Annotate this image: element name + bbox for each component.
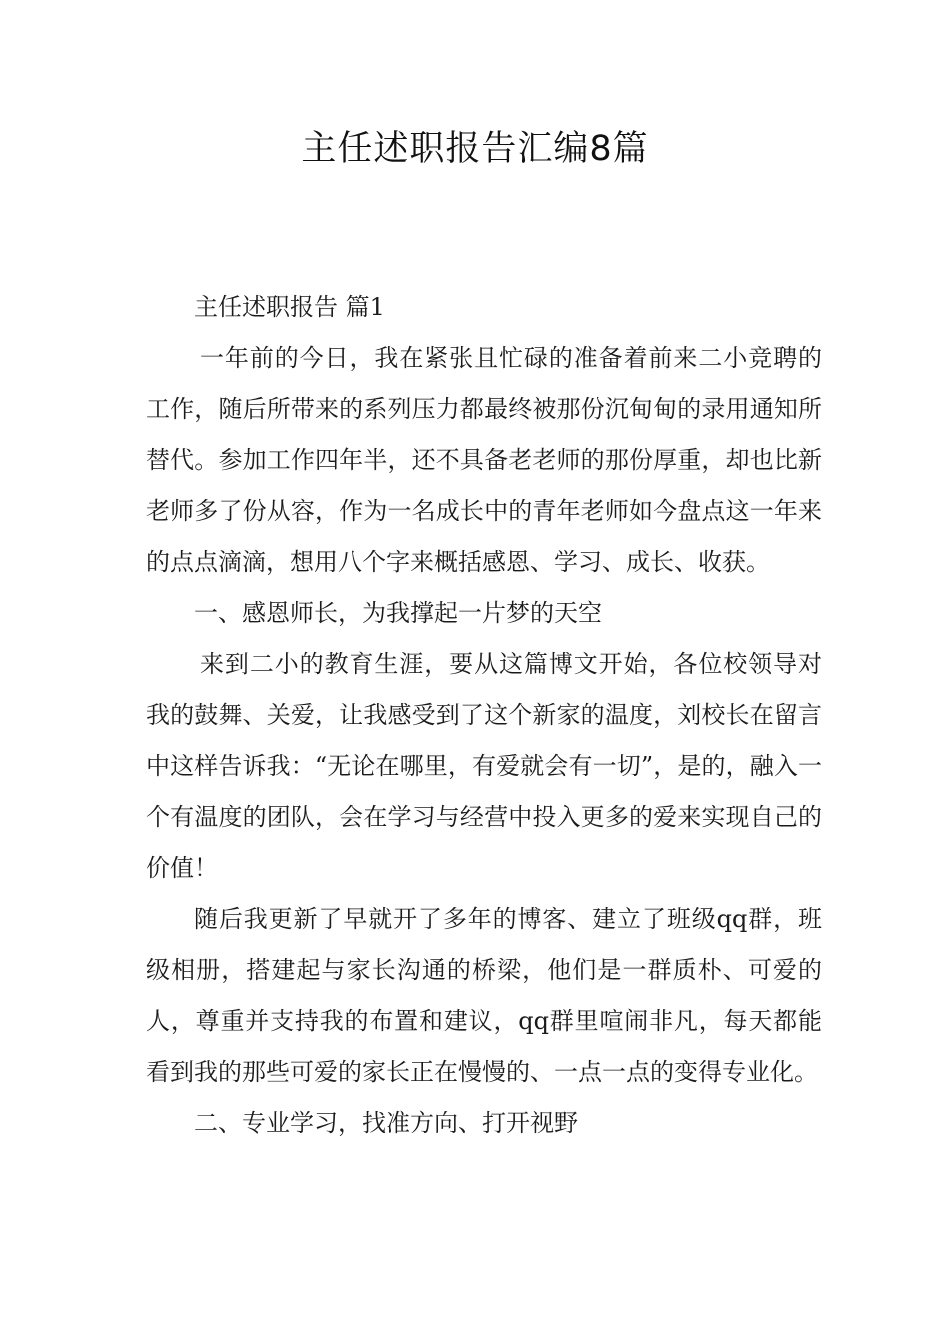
document-body	[146, 282, 822, 1149]
document-title: 主任述职报告汇编8篇	[301, 129, 649, 169]
subheading-gratitude: 一、感恩师长，为我撑起一片梦的天空	[194, 599, 602, 627]
paragraph-gratitude: 来到二小的教育生涯，要从这篇博文开始，各位校领导对我的鼓舞、关爱，让我感受到了这个新家的温度，刘校长在留言中这样告诉我：“无论在哪里，有爱就会有一切”，是的，融入一个有温度的团队，会在学习与经营中投入更多的爱来实现自己的价值！	[146, 650, 822, 882]
subheading-learning: 二、专业学习，找准方向、打开视野	[194, 1109, 578, 1137]
section-heading: 主任述职报告 篇1	[194, 293, 385, 321]
paragraph-intro: 一年前的今日，我在紧张且忙碌的准备着前来二小竞聘的工作，随后所带来的系列压力都最终被那份沉甸甸的录用通知所替代。参加工作四年半，还不具备老老师的那份厚重，却也比新老师多了份从容，作为一名成长中的青年老师如今盘点这一年来的点点滴滴，想用八个字来概括感恩、学习、成长、收获。	[146, 344, 822, 576]
paragraph-blog: 随后我更新了早就开了多年的博客、建立了班级qq群，班级相册，搭建起与家长沟通的桥梁，他们是一群质朴、可爱的人，尊重并支持我的布置和建议，qq群里喧闹非凡，每天都能看到我的那些可爱的家长正在慢慢的、一点一点的变得专业化。	[146, 905, 822, 1086]
